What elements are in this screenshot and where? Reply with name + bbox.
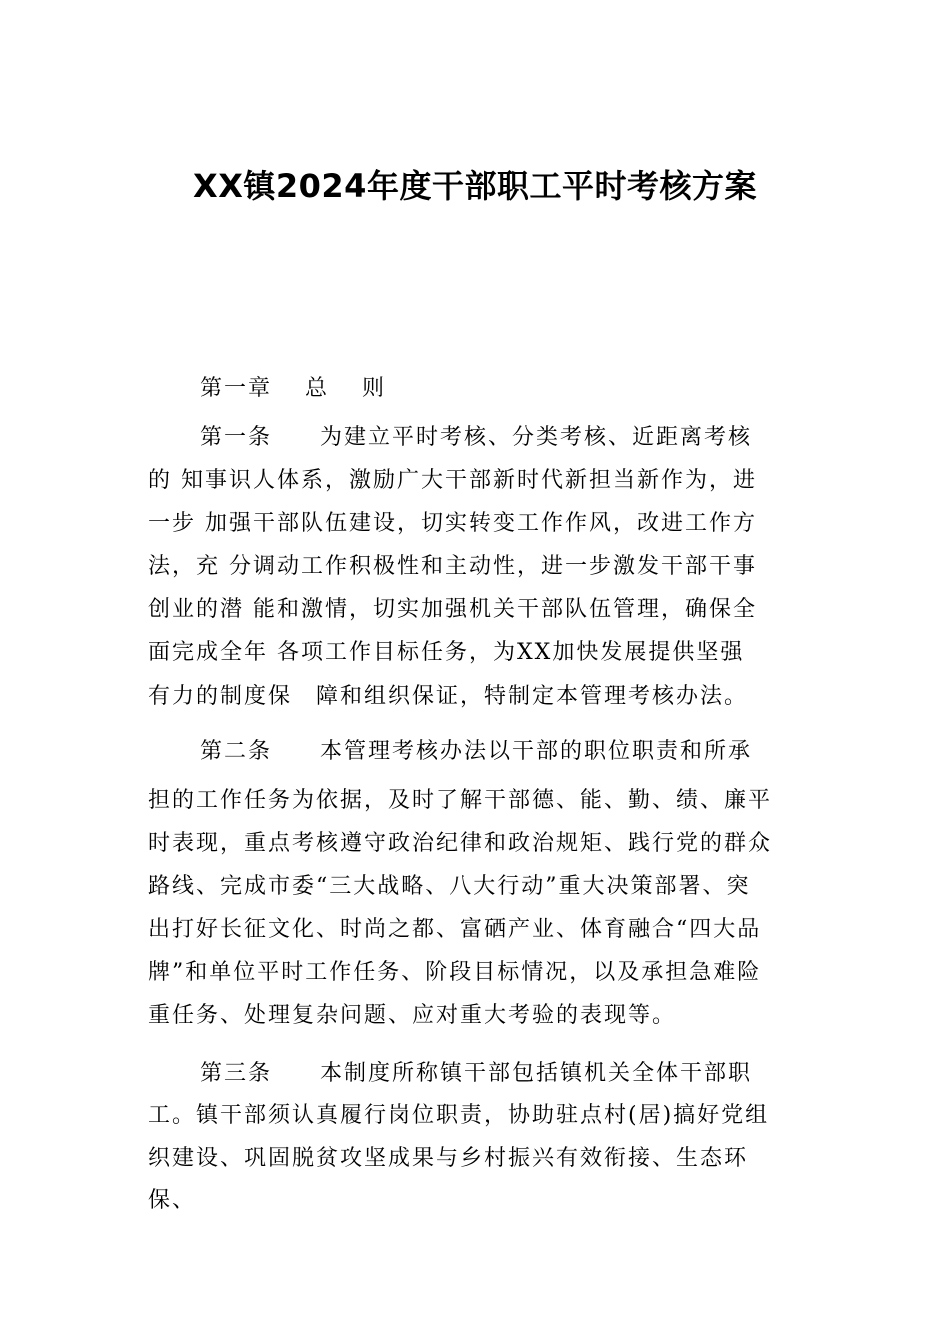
article1-line: 一步 加强干部队伍建设，切实转变工作作风，改进工作方 (148, 511, 757, 536)
article1-line: 创业的潜 能和激情，切实加强机关干部队伍管理，确保全 (148, 597, 757, 622)
article2-line: 出打好长征文化、时尚之都、富硒产业、体育融合“四大品 (148, 917, 762, 942)
article2-line: 时表现，重点考核遵守政治纪律和政治规矩、践行党的群众 (148, 831, 773, 856)
article3-line: 织建设、巩固脱贫攻坚成果与乡村振兴有效衔接、生态环 (148, 1146, 749, 1171)
article1-line: 法，充 分调动工作积极性和主动性，进一步激发干部干事 (148, 554, 757, 579)
article1-line: 第一条 为建立平时考核、分类考核、近距离考核 (200, 425, 753, 450)
article1-line: 的 知事识人体系，激励广大干部新时代新担当新作为，进 (148, 468, 757, 493)
article2-line: 担的工作任务为依据，及时了解干部德、能、勤、绩、廉平 (148, 788, 773, 813)
document-title: XX镇2024年度干部职工平时考核方案 (193, 167, 757, 205)
article3-line: 第三条 本制度所称镇干部包括镇机关全体干部职 (200, 1061, 753, 1086)
chapter-heading: 第一章 总 则 (200, 376, 386, 401)
article2-line: 重任务、处理复杂问题、应对重大考验的表现等。 (148, 1003, 677, 1028)
article2-line: 牌”和单位平时工作任务、阶段目标情况，以及承担急难险 (148, 960, 762, 985)
article1-line: 有力的制度保 障和组织保证，特制定本管理考核办法。 (148, 684, 749, 709)
article2-line: 第二条 本管理考核办法以干部的职位职责和所承 (200, 739, 753, 764)
article3-line: 保、 (148, 1188, 197, 1213)
article3-line: 工。镇干部须认真履行岗位职责，协助驻点村(居)搞好党组 (148, 1103, 770, 1128)
article1-line: 面完成全年 各项工作目标任务，为XX加快发展提供坚强 (148, 640, 745, 665)
article2-line: 路线、完成市委“三大战略、八大行动”重大决策部署、突 (148, 874, 751, 899)
